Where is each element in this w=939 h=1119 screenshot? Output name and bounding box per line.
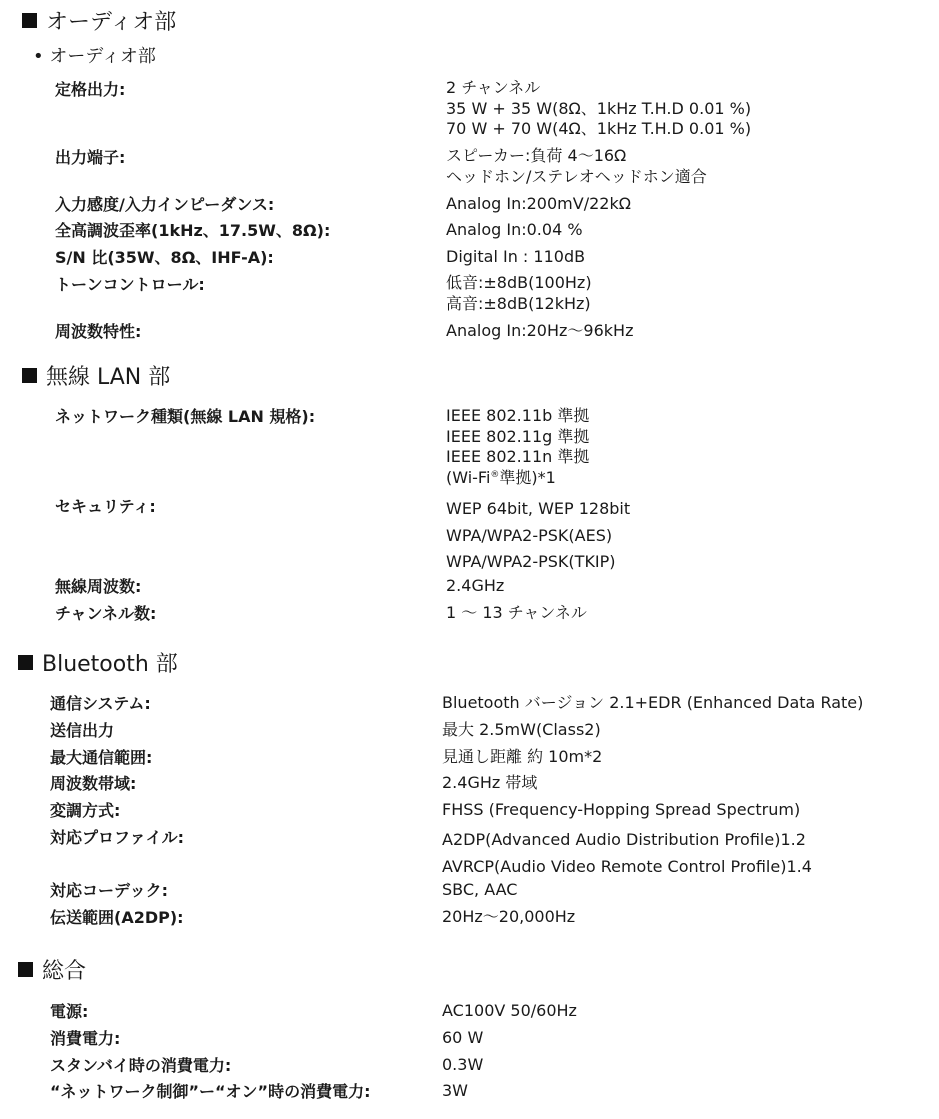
spec-label: 周波数特性:: [55, 322, 142, 341]
section-heading-wlan: [22, 364, 170, 392]
spec-label: 通信システム:: [50, 694, 151, 713]
section-title: 無線 LAN 部: [46, 365, 171, 390]
spec-value: [442, 1001, 577, 1022]
spec-label: 対応コーデック:: [50, 881, 169, 900]
spec-label: スタンバイ時の消費電力:: [50, 1056, 232, 1075]
spec-value-line: 2.4GHz 帯域: [442, 773, 538, 792]
registered-mark: ®: [490, 469, 500, 480]
wifi-text: (Wi-Fi: [446, 467, 491, 487]
spec-label: 出力端子:: [55, 148, 126, 167]
square-bullet-icon: [18, 655, 33, 670]
spec-label: 周波数帯域:: [50, 774, 137, 793]
spec-value: [446, 603, 587, 624]
subsection-heading-audio: • オーディオ部: [33, 46, 156, 67]
spec-value-line: 2.4GHz: [446, 576, 505, 595]
spec-value-line: IEEE 802.11g 準拠: [446, 426, 590, 446]
spec-value-line: ヘッドホン/ステレオヘッドホン適合: [446, 166, 707, 186]
spec-value-line: 見通し距離 約 10m*2: [442, 747, 603, 766]
spec-value: [446, 146, 707, 187]
spec-label: 消費電力:: [50, 1029, 121, 1048]
section-heading-general: [18, 958, 86, 986]
spec-value: [442, 800, 800, 821]
spec-value-line: WPA/WPA2-PSK(AES): [446, 525, 613, 545]
spec-value: [446, 194, 631, 215]
spec-value-line: WEP 64bit, WEP 128bit: [446, 499, 631, 518]
spec-value: [442, 880, 517, 901]
section-title: 総合: [42, 959, 87, 984]
spec-label: チャンネル数:: [55, 604, 157, 623]
square-bullet-icon: [22, 13, 37, 28]
spec-value: [446, 273, 592, 314]
spec-value-line: 35 W + 35 W(8Ω、1kHz T.H.D 0.01 %): [446, 98, 752, 118]
section-heading-audio: [22, 9, 176, 37]
spec-label: 最大通信範囲:: [50, 748, 153, 767]
spec-value: [446, 220, 583, 241]
spec-value-line: A2DP(Advanced Audio Distribution Profile)1.2: [442, 830, 806, 849]
spec-value-line: 0.3W: [442, 1055, 484, 1074]
square-bullet-icon: [18, 962, 33, 977]
spec-value-line: IEEE 802.11n 準拠: [446, 447, 590, 466]
spec-label: 入力感度/入力インピーダンス:: [55, 195, 275, 214]
spec-value-line: 低音:±8dB(100Hz): [446, 273, 592, 292]
spec-label: 送信出力: [50, 721, 115, 740]
spec-label: 電源:: [50, 1002, 89, 1021]
spec-value-line: 20Hz〜20,000Hz: [442, 907, 576, 926]
spec-label: 対応プロファイル:: [50, 828, 185, 847]
spec-value-line: Analog In:0.04 %: [446, 220, 583, 239]
spec-label: ネットワーク種類(無線 LAN 規格):: [55, 407, 316, 426]
spec-value-line: 1 〜 13 チャンネル: [446, 603, 587, 622]
spec-value-line: 3W: [442, 1081, 468, 1100]
spec-value: [446, 78, 751, 140]
spec-value: [446, 576, 504, 597]
spec-label: セキュリティ:: [55, 497, 156, 516]
spec-value-line: [446, 468, 589, 489]
spec-value: [446, 321, 633, 342]
spec-value-line: Analog In:200mV/22kΩ: [446, 194, 631, 213]
spec-value: [442, 773, 537, 794]
spec-value-line: WPA/WPA2-PSK(TKIP): [446, 552, 616, 571]
spec-value: [442, 1055, 483, 1076]
spec-label: 無線周波数:: [55, 577, 142, 596]
spec-value-line: FHSS (Frequency-Hopping Spread Spectrum): [442, 800, 801, 819]
spec-value: [446, 247, 585, 268]
section-heading-bluetooth: [18, 651, 178, 679]
spec-label: “ネットワーク制御”ー“オン”時の消費電力:: [50, 1082, 371, 1101]
spec-value: [442, 747, 602, 768]
spec-value: [442, 907, 575, 928]
spec-value: [446, 406, 589, 488]
spec-value-line: 2 チャンネル: [446, 78, 541, 97]
spec-value: [442, 720, 601, 741]
spec-value-line: AC100V 50/60Hz: [442, 1001, 577, 1020]
spec-label: S/N 比(35W、8Ω、IHF-A):: [55, 248, 274, 267]
spec-value-line: AVRCP(Audio Video Remote Control Profile)1.4: [442, 856, 812, 876]
spec-value-line: SBC, AAC: [442, 880, 518, 899]
spec-value-line: 70 W + 70 W(4Ω、1kHz T.H.D 0.01 %): [446, 119, 752, 138]
spec-label: トーンコントロール:: [55, 275, 205, 294]
spec-value: [442, 1028, 483, 1049]
spec-value-line: 最大 2.5mW(Class2): [442, 720, 601, 739]
spec-value-line: スピーカー:負荷 4〜16Ω: [446, 146, 627, 165]
section-title: オーディオ部: [46, 10, 177, 35]
spec-label: 変調方式:: [50, 801, 121, 820]
spec-value-line: Digital In : 110dB: [446, 247, 586, 266]
spec-value: [446, 496, 630, 576]
section-title: Bluetooth 部: [42, 652, 178, 677]
square-bullet-icon: [22, 368, 37, 383]
spec-label: 伝送範囲(A2DP):: [50, 908, 184, 927]
spec-value-line: 高音:±8dB(12kHz): [446, 293, 591, 313]
spec-value-line: 60 W: [442, 1028, 484, 1047]
spec-value: [442, 693, 863, 714]
compliance-note: 準拠)*1: [499, 467, 556, 487]
spec-value-line: Bluetooth バージョン 2.1+EDR (Enhanced Data Rate): [442, 693, 864, 712]
spec-value-line: Analog In:20Hz〜96kHz: [446, 321, 634, 340]
spec-value: [442, 827, 812, 880]
spec-label: 全高調波歪率(1kHz、17.5W、8Ω):: [55, 221, 331, 240]
spec-value-line: IEEE 802.11b 準拠: [446, 406, 590, 425]
spec-value: [442, 1081, 468, 1102]
spec-label: 定格出力:: [55, 80, 126, 99]
